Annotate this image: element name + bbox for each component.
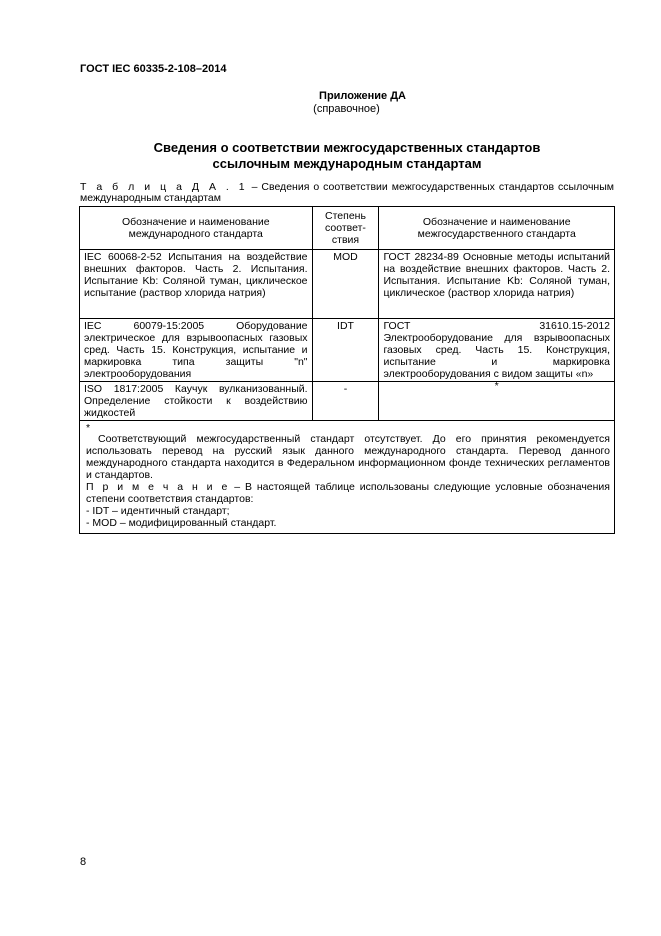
row2-interstate (379, 319, 615, 382)
row1-degree: MOD (312, 250, 379, 319)
table-row (80, 250, 615, 319)
note-paragraph (86, 481, 610, 505)
header-interstate: Обозначение и наименование межгосударственного стандарта (379, 207, 615, 250)
document-code: ГОСТ IEC 60335-2-108–2014 (80, 63, 227, 75)
row1-international: IEC 60068-2-52 Испытания на воздействие внешних факторов. Часть 2. Испытания. Испытание Kb: Соляной туман, циклическое испытание (раствор хлорида натрия) (80, 250, 313, 319)
table-caption-text: – Сведения о соответствии межгосударственных стандартов ссылочным международным стандартам (80, 181, 614, 204)
annex-title-line1: Сведения о соответствии межгосударственных стандартов (153, 140, 541, 155)
annex-title (80, 140, 614, 172)
note-idt: - IDT – идентичный стандарт; (86, 505, 230, 517)
table-header-row (80, 207, 615, 250)
footnote-text: Соответствующий межгосударственный стандарт отсутствует. До его принятия рекомендуется использовать перевод на русский язык данного международного стандарта. Перевод данного международного стандарта находится в Федеральном информационном фонде технических регламентов и стандартов. (86, 433, 610, 481)
row2-degree: IDT (312, 319, 379, 382)
annex-heading (0, 90, 661, 116)
row3-degree: - (312, 382, 379, 421)
correspondence-table (79, 206, 615, 534)
table-footnote-row (80, 421, 615, 534)
annex-title-line2: ссылочным международным стандартам (212, 156, 482, 171)
row2-interstate-code-left: ГОСТ (383, 320, 411, 332)
row3-international: ISO 1817:2005 Каучук вулканизованный. Определение стойкости к воздействию жидкостей (80, 382, 313, 421)
footnote-star: * (86, 422, 91, 434)
row2-interstate-rest: Электрооборудование для взрывоопасных газовых сред. Часть 15. Конструкция, испытание и маркировка электрооборудования с видом защиты «n» (383, 332, 610, 380)
header-international: Обозначение и наименование международного стандарта (80, 207, 313, 250)
note-text: – В настоящей таблице использованы следующие условные обозначения степени соответствия стандартов: (86, 481, 610, 505)
row1-interstate: ГОСТ 28234-89 Основные методы испытаний на воздействие внешних факторов. Часть 2. Испытания. Испытание Kb: Соляной туман, циклическое (раствор хлорида натрия) (379, 250, 615, 319)
note-mod: - MOD – модифицированный стандарт. (86, 517, 277, 529)
table-row (80, 319, 615, 382)
table-row (80, 382, 615, 421)
note-label: П р и м е ч а н и е (86, 481, 230, 493)
row2-international: IEC 60079-15:2005 Оборудование электрическое для взрывоопасных газовых сред. Часть 15. Конструкция, испытание и маркировка типа защиты "n" электрооборудования (80, 319, 313, 382)
annex-note: (справочное) (313, 103, 380, 115)
annex-label: Приложение ДА (319, 90, 406, 102)
row3-interstate: * (379, 382, 615, 421)
row2-interstate-code (383, 320, 610, 332)
header-degree: Степень соответ-ствия (312, 207, 379, 250)
page-number: 8 (80, 856, 87, 868)
table-caption-prefix: Т а б л и ц а Д А . 1 (80, 181, 248, 193)
table-caption (80, 182, 614, 204)
table-footnote (80, 421, 615, 534)
row2-interstate-code-right: 31610.15-2012 (539, 320, 610, 332)
